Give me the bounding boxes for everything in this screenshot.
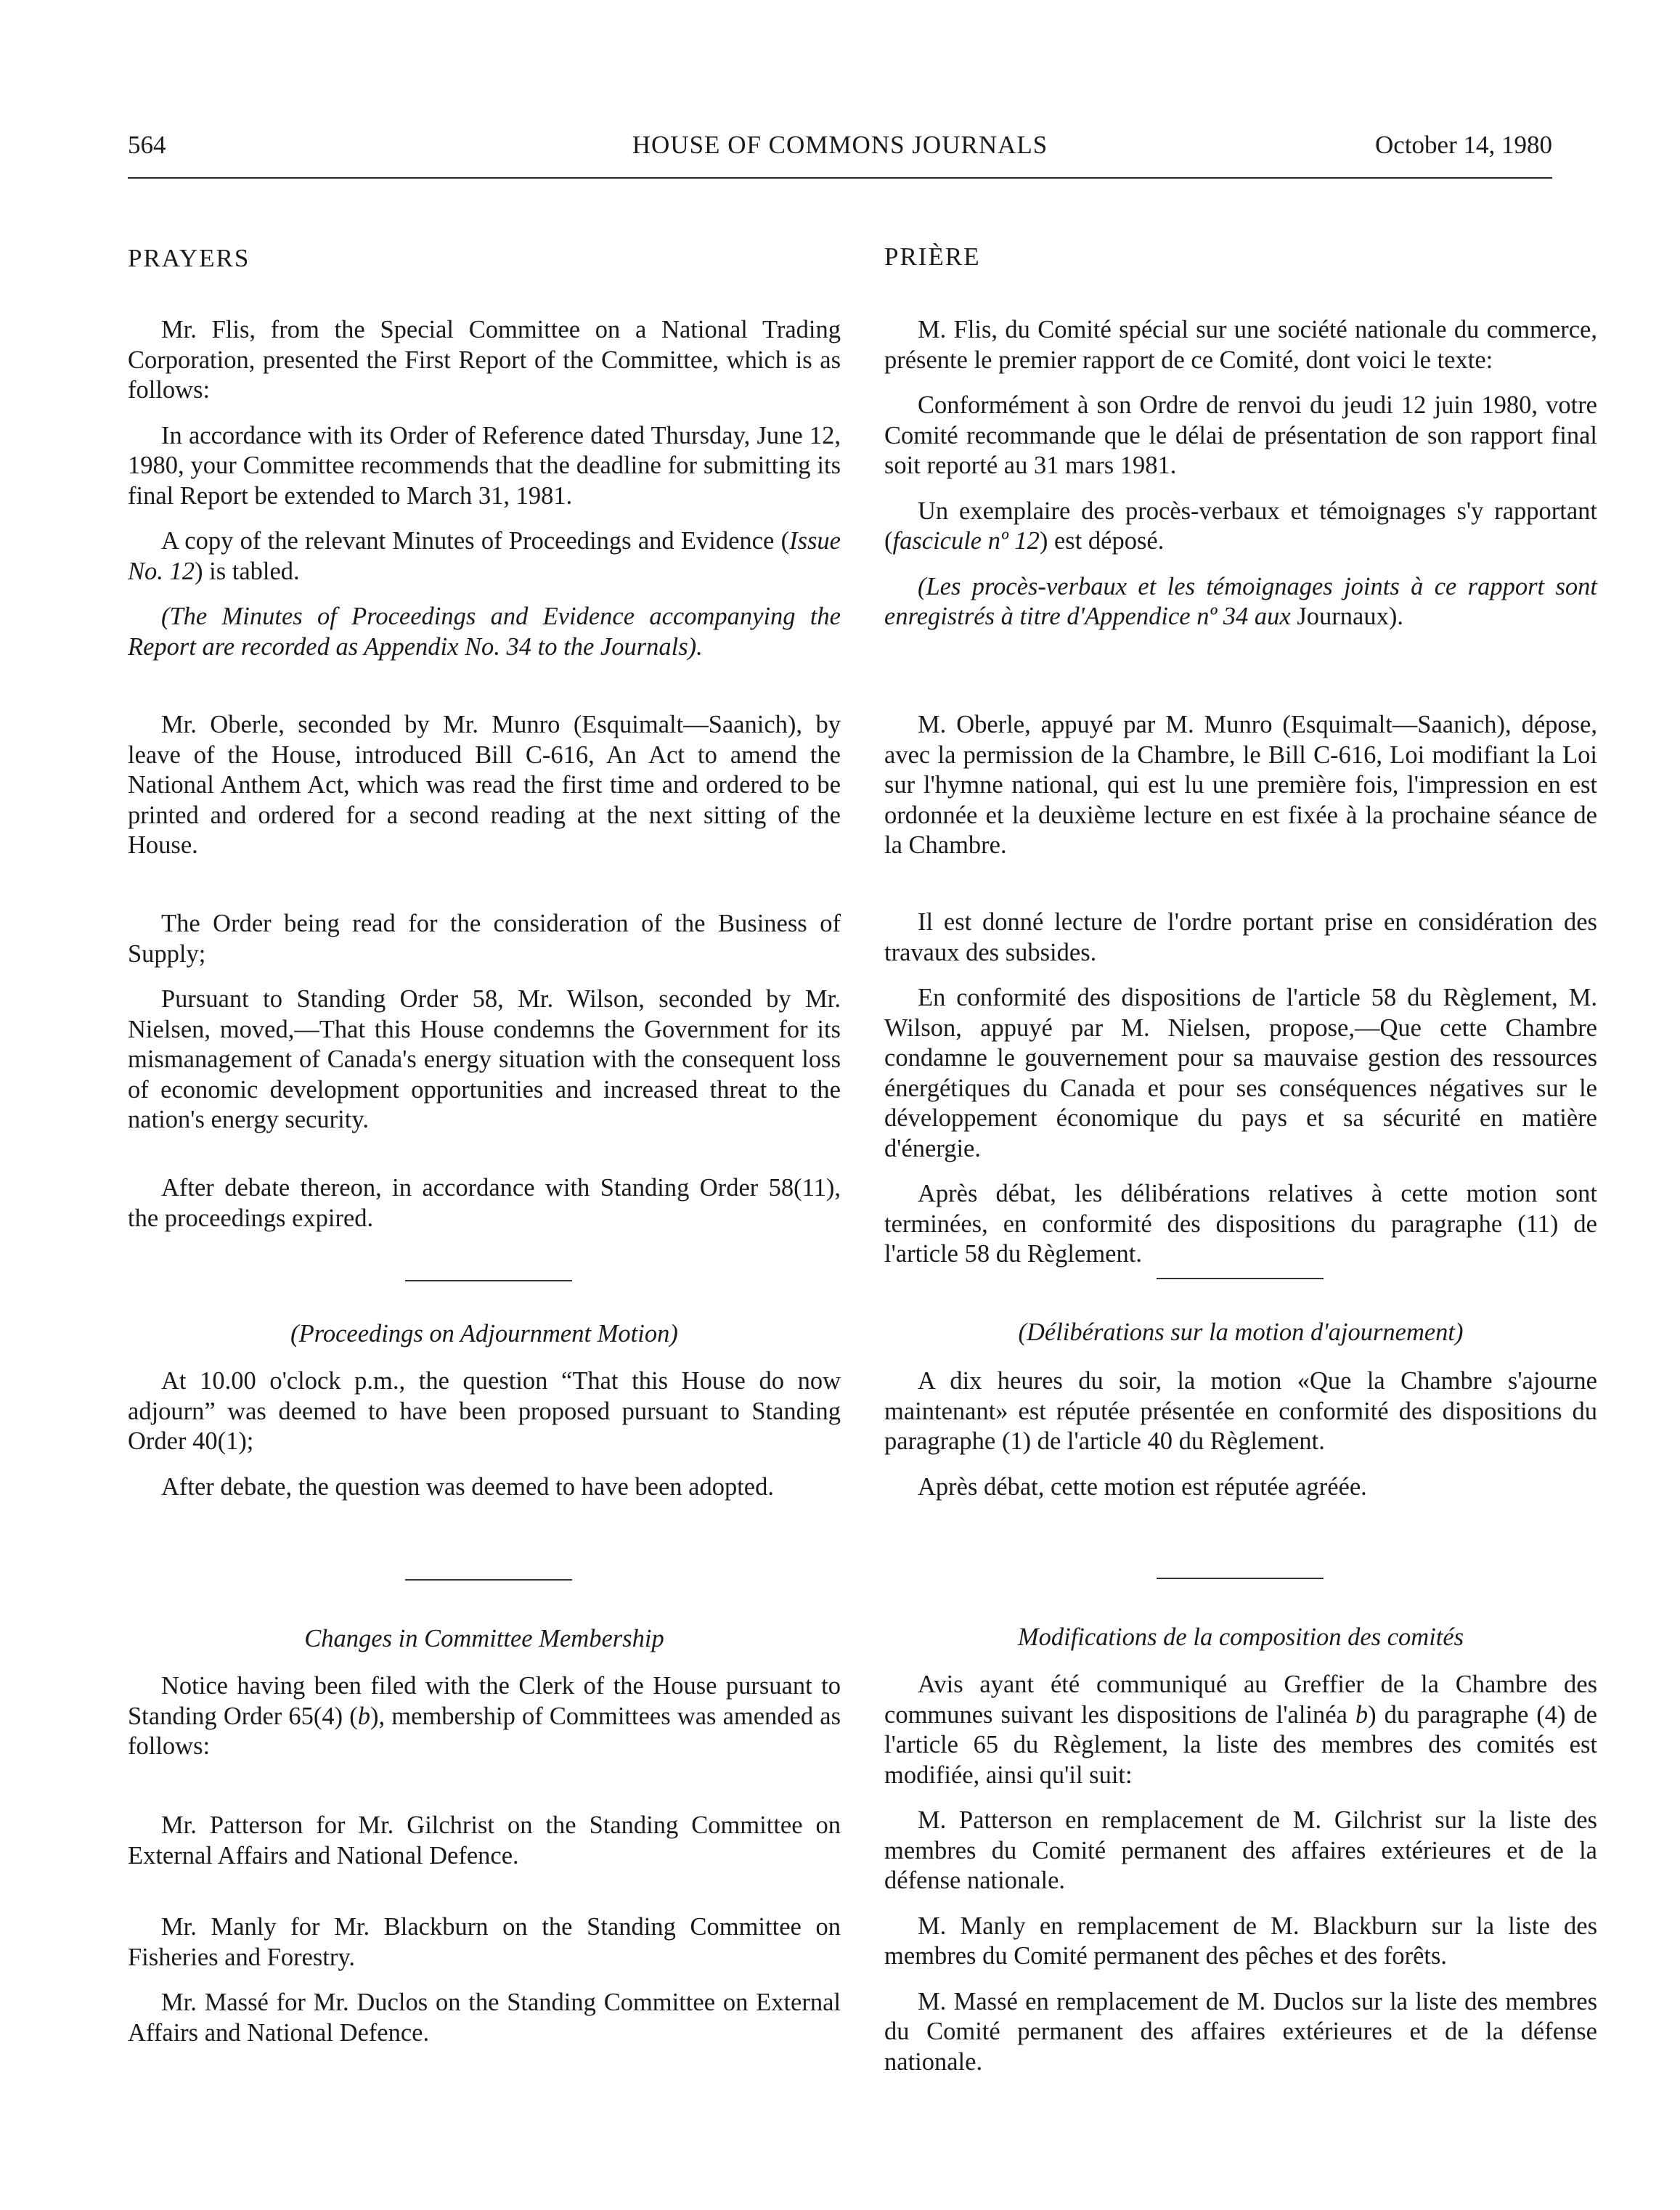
bill-c616-section <box>128 710 841 861</box>
supply-debate-paragraph-fr: Après débat, les délibérations relatives à cette motion sont terminées, en conformité des dispositions du paragraphe (11) de l'article 58 du Règlement. <box>884 1180 1597 1268</box>
committee-changes-heading-fr: Modifications de la composition des comités <box>1017 1623 1464 1651</box>
priere-heading: PRIÈRE <box>884 242 981 271</box>
supply-motion-paragraph-fr: En conformité des dispositions de l'article 58 du Règlement, M. Wilson, appuyé par M. Nielsen, propose,—Que cette Chambre condamne le gouvernement pour sa mauvaise gestion des ressources énergétiques du Canada et pour ses conséquences négatives sur le développement économique du pays et sa sécurité en matière d'énergie. <box>884 984 1597 1162</box>
section-divider <box>1157 1278 1324 1279</box>
adjournment-heading-fr: (Délibérations sur la motion d'ajournement) <box>1018 1318 1464 1346</box>
membership-change: Mr. Patterson for Mr. Gilchrist on the Standing Committee on External Affairs and National Defence. <box>128 1811 841 1869</box>
committee-changes-list <box>128 1912 841 2048</box>
appendix-note-fr: (Les procès-verbaux et les témoignages joints à ce rapport sont enregistrés à titre d'Appendice nº 34 aux Journaux). <box>884 572 1597 630</box>
supply-debate-paragraph: After debate thereon, in accordance with Standing Order 58(11), the proceedings expired. <box>128 1174 841 1232</box>
committee-notice-paragraph: Notice having been filed with the Clerk of the House pursuant to Standing Order 65(4) (b), membership of Committees was amended as follows: <box>128 1672 841 1760</box>
supply-section-fr <box>884 908 1597 1270</box>
supply-debate-section <box>128 1173 841 1234</box>
membership-change-fr: M. Manly en remplacement de M. Blackburn sur la liste des membres du Comité permanent des pêches et des forêts. <box>884 1912 1597 1970</box>
journal-title: HOUSE OF COMMONS JOURNALS <box>632 131 1048 159</box>
supply-motion-paragraph: Pursuant to Standing Order 58, Mr. Wilson, seconded by Mr. Nielsen, moved,—That this House condemns the Government for its mismanagement of Canada's energy situation with the consequent loss of economic development opportunities and increased threat to the nation's energy security. <box>128 985 841 1133</box>
journal-date: October 14, 1980 <box>1375 131 1552 159</box>
adjournment-debate-paragraph-fr: Après débat, cette motion est réputée agréée. <box>918 1472 1367 1501</box>
supply-order-paragraph: The Order being read for the consideration of the Business of Supply; <box>128 910 841 968</box>
membership-change-fr: M. Patterson en remplacement de M. Gilchrist sur la liste des membres du Comité permanent des affaires extérieures et de la défense nationale. <box>884 1806 1597 1894</box>
running-header <box>128 131 1552 179</box>
flis-report-section <box>128 315 841 662</box>
adjournment-debate-paragraph: After debate, the question was deemed to have been adopted. <box>161 1472 774 1501</box>
flis-report-recommendation-fr: Conformément à son Ordre de renvoi du jeudi 12 juin 1980, votre Comité recommande que le délai de présentation de son rapport final soit reporté au 31 mars 1981. <box>884 391 1597 479</box>
flis-report-paragraph-fr: M. Flis, du Comité spécial sur une société nationale du commerce, présente le premier rapport de ce Comité, dont voici le texte: <box>884 316 1597 374</box>
committee-changes-section-fr <box>884 1670 1597 2077</box>
adjournment-heading: (Proceedings on Adjournment Motion) <box>290 1320 678 1347</box>
membership-change: Mr. Massé for Mr. Duclos on the Standing Committee on External Affairs and National Defence. <box>128 1989 841 2047</box>
adjournment-section <box>128 1366 841 1502</box>
bill-c616-section-fr <box>884 710 1597 861</box>
minutes-tabled-paragraph: A copy of the relevant Minutes of Proceedings and Evidence (Issue No. 12) is tabled. <box>128 527 841 585</box>
flis-report-paragraph: Mr. Flis, from the Special Committee on a National Trading Corporation, presented the First Report of the Committee, which is as follows: <box>128 316 841 404</box>
membership-change-fr: M. Massé en remplacement de M. Duclos sur la liste des membres du Comité permanent des affaires extérieures et de la défense nationale. <box>884 1987 1597 2076</box>
committee-changes-heading: Changes in Committee Membership <box>304 1625 664 1652</box>
committee-notice-section <box>128 1671 841 1762</box>
flis-report-recommendation: In accordance with its Order of Reference dated Thursday, June 12, 1980, your Committee recommends that the deadline for submitting its final Report be extended to March 31, 1981. <box>128 421 841 510</box>
appendix-note: (The Minutes of Proceedings and Evidence accompanying the Report are recorded as Appendix No. 34 to the Journals). <box>128 603 841 661</box>
section-divider <box>405 1579 572 1581</box>
supply-order-paragraph-fr: Il est donné lecture de l'ordre portant prise en considération des travaux des subsides. <box>884 908 1597 966</box>
membership-change: Mr. Manly for Mr. Blackburn on the Standing Committee on Fisheries and Forestry. <box>128 1913 841 1971</box>
minutes-tabled-paragraph-fr: Un exemplaire des procès-verbaux et témoignages s'y rapportant (fascicule nº 12) est déposé. <box>884 497 1597 555</box>
section-divider <box>1157 1578 1324 1579</box>
adjournment-paragraph-fr: A dix heures du soir, la motion «Que la Chambre s'ajourne maintenant» est réputée présentée en conformité des dispositions du paragraphe (1) de l'article 40 du Règlement. <box>884 1367 1597 1455</box>
committee-notice-paragraph-fr: Avis ayant été communiqué au Greffier de la Chambre des communes suivant les dispositions de l'alinéa b) du paragraphe (4) de l'article 65 du Règlement, la liste des membres des comités est modifiée, ainsi qu'il suit: <box>884 1671 1597 1789</box>
committee-changes-list <box>128 1811 841 1871</box>
bill-c616-paragraph: Mr. Oberle, seconded by Mr. Munro (Esquimalt—Saanich), by leave of the House, introduced Bill C-616, An Act to amend the National Anthem Act, which was read the first time and ordered to be printed and ordered for a second reading at the next sitting of the House. <box>128 711 841 859</box>
adjournment-section-fr <box>884 1366 1597 1502</box>
page-number: 564 <box>128 131 166 159</box>
flis-report-section-fr <box>884 315 1597 632</box>
adjournment-paragraph: At 10.00 o'clock p.m., the question “That this House do now adjourn” was deemed to have been proposed pursuant to Standing Order 40(1); <box>128 1367 841 1455</box>
bill-c616-paragraph-fr: M. Oberle, appuyé par M. Munro (Esquimalt—Saanich), dépose, avec la permission de la Chambre, le Bill C-616, Loi modifiant la Loi sur l'hymne national, qui est lu une première fois, l'impression en est ordonnée et la deuxième lecture en est fixée à la prochaine séance de la Chambre. <box>884 711 1597 859</box>
supply-section <box>128 909 841 1135</box>
section-divider <box>405 1280 572 1281</box>
prayers-heading: PRAYERS <box>128 244 250 272</box>
